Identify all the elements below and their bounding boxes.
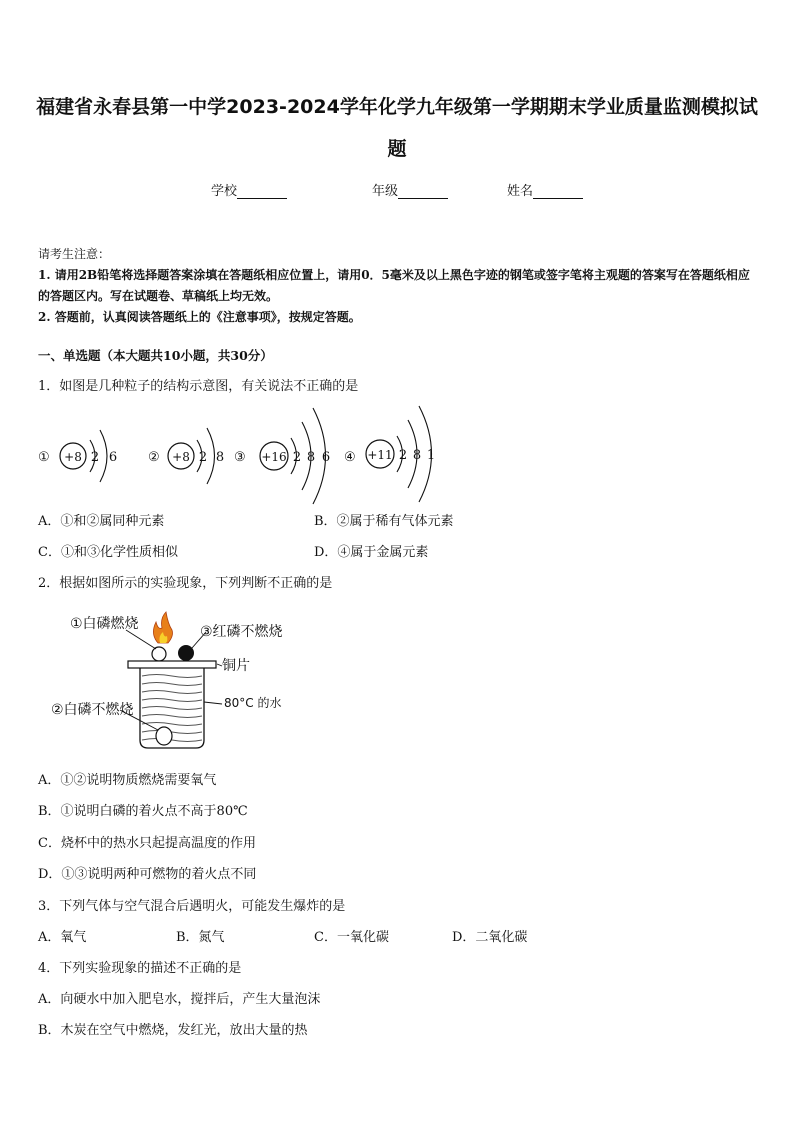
q1-option-b[interactable]: B．②属于稀有气体元素	[314, 514, 454, 529]
particle-1-shell-1: 2	[90, 450, 100, 465]
label-white-phosphorus-not-burning: ②白磷不燃烧	[51, 702, 134, 718]
q4-option-a[interactable]: A．向硬水中加入肥皂水，搅拌后，产生大量泡沫	[38, 992, 321, 1007]
q3-option-d[interactable]: D．二氧化碳	[452, 930, 528, 945]
particle-1-index: ①	[38, 450, 50, 465]
grade-label: 年级	[372, 184, 399, 199]
school-blank[interactable]	[237, 184, 287, 199]
question-4-stem: 4．下列实验现象的描述不正确的是	[38, 961, 242, 976]
q3-option-b[interactable]: B．氮气	[176, 930, 225, 945]
school-field[interactable]	[211, 180, 287, 199]
red-phosphorus	[178, 645, 194, 661]
notes-heading: 请考生注意：	[38, 247, 111, 261]
particle-2-shell-2: 8	[215, 450, 225, 465]
notes-item-1: 1. 请用2B铅笔将选择题答案涂填在答题纸相应位置上，请用0．5毫米及以上黑色字迹的钢笔或签字笔将主观题的答案写在答题纸相应的答题区内。写在试题卷、草稿纸上均无效。	[38, 268, 750, 303]
q2-option-b[interactable]: B．①说明白磷的着火点不高于80℃	[38, 804, 248, 819]
q2-option-a[interactable]: A．①②说明物质燃烧需要氧气	[38, 773, 217, 788]
name-blank[interactable]	[533, 184, 583, 199]
water-lines	[142, 675, 202, 742]
particle-4	[344, 406, 435, 502]
particle-2	[148, 428, 224, 484]
combustion-experiment-diagram	[46, 606, 296, 756]
q1-option-c[interactable]: C．①和③化学性质相似	[38, 545, 178, 560]
particle-3-index: ③	[234, 450, 246, 465]
section-heading: 一、单选题（本大题共10小题，共30分）	[38, 348, 273, 363]
question-3-stem: 3．下列气体与空气混合后遇明火，可能发生爆炸的是	[38, 899, 346, 914]
particle-3-shell-1: 2	[292, 450, 302, 465]
school-label: 学校	[211, 184, 238, 199]
atomic-structure-diagram	[30, 400, 450, 510]
particle-4-shell-3: 1	[426, 448, 436, 463]
label-hot-water: 80°C 的水	[224, 696, 282, 710]
particle-4-shell-2: 8	[412, 448, 422, 463]
q3-option-a[interactable]: A．氧气	[38, 930, 87, 945]
q1-option-a[interactable]: A．①和②属同种元素	[38, 514, 165, 529]
label-red-phosphorus: ③红磷不燃烧	[200, 624, 283, 640]
particle-3-nucleus: +16	[261, 450, 287, 464]
white-phosphorus-underwater	[156, 727, 172, 745]
q2-option-c[interactable]: C．烧杯中的热水只起提高温度的作用	[38, 836, 256, 851]
label-copper: 铜片	[222, 658, 250, 674]
question-2-stem: 2．根据如图所示的实验现象，下列判断不正确的是	[38, 576, 333, 591]
grade-blank[interactable]	[398, 184, 448, 199]
particle-1-shell-2: 6	[108, 450, 118, 465]
name-field[interactable]	[507, 180, 583, 199]
particle-2-index: ②	[148, 450, 160, 465]
particle-3-shell-2: 8	[306, 450, 316, 465]
particle-1-nucleus: +8	[64, 450, 82, 464]
notes-item-2: 2. 答题前，认真阅读答题纸上的《注意事项》，按规定答题。	[38, 310, 361, 324]
particle-2-shell-1: 2	[198, 450, 208, 465]
particle-4-shell-1: 2	[398, 448, 408, 463]
particle-3	[234, 408, 330, 504]
q1-option-d[interactable]: D．④属于金属元素	[314, 545, 429, 560]
q2-option-d[interactable]: D．①③说明两种可燃物的着火点不同	[38, 867, 257, 882]
grade-field[interactable]	[372, 180, 448, 199]
q3-option-c[interactable]: C．一氧化碳	[314, 930, 389, 945]
particle-1	[38, 430, 117, 482]
page-title: 福建省永春县第一中学2023-2024学年化学九年级第一学期期末学业质量监测模拟试题	[36, 96, 758, 160]
name-label: 姓名	[507, 184, 534, 199]
copper-plate	[128, 661, 216, 668]
white-phosphorus-top	[152, 647, 166, 661]
particle-4-index: ④	[344, 450, 356, 465]
student-info-row	[0, 180, 794, 202]
label-white-phosphorus-burning: ①白磷燃烧	[70, 616, 139, 632]
question-1-stem: 1．如图是几种粒子的结构示意图，有关说法不正确的是	[38, 379, 359, 394]
exam-notes	[38, 244, 758, 328]
particle-2-nucleus: +8	[172, 450, 190, 464]
particle-4-nucleus: +11	[367, 448, 393, 462]
q4-option-b[interactable]: B．木炭在空气中燃烧，发红光，放出大量的热	[38, 1023, 308, 1038]
particle-3-shell-3: 6	[321, 450, 331, 465]
